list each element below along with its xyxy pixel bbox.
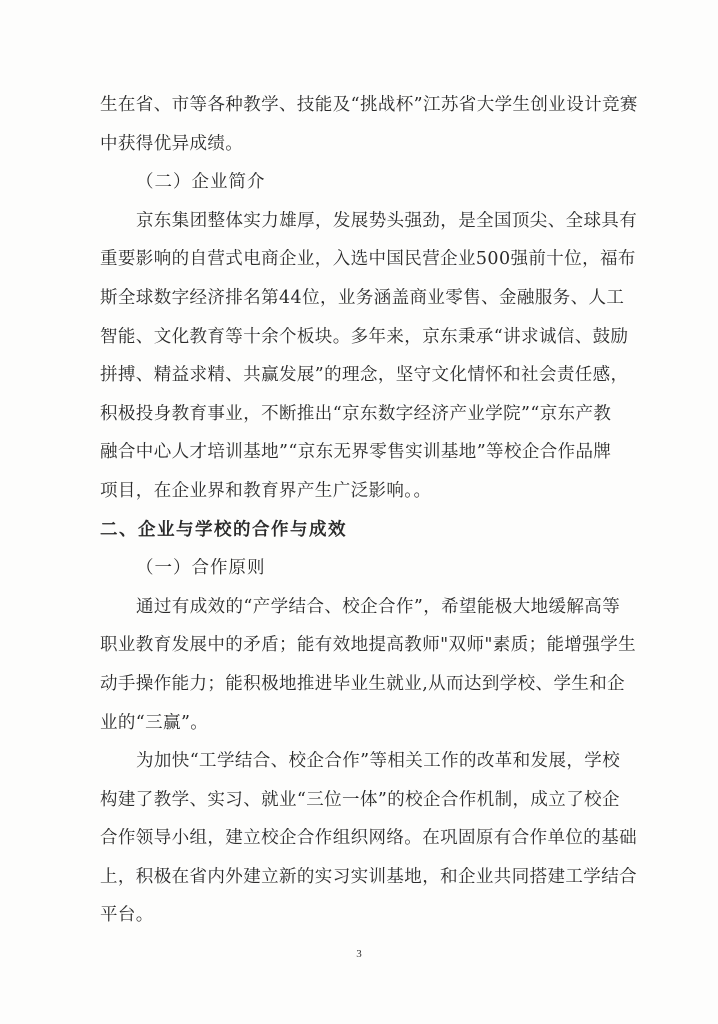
body-line: 生在省、市等各种教学、技能及“挑战杯”江苏省大学生创业设计竞赛 [100,95,638,115]
body-line: 项目，在企业界和教育界产生广泛影响。。 [100,480,432,501]
body-line: 上，积极在省内外建立新的实习实训基地，和企业共同搭建工学结合 [100,866,637,887]
body-line: 通过有成效的“产学结合、校企合作”，希望能极大地缓解高等 [136,596,621,617]
body-line: 合作领导小组，建立校企合作组织网络。在巩固原有合作单位的基础 [100,828,637,849]
body-line: 拼搏、精益求精、共赢发展”的理念，坚守文化情怀和社会责任感， [100,365,629,386]
section-heading-cooperation: 二、企业与学校的合作与成效 [100,519,347,540]
body-line: 构建了教学、实习、就业“三位一体”的校企合作机制，成立了校企 [100,789,620,810]
page-number: 3 [356,948,362,960]
body-line: 重要影响的自营式电商企业，入选中国民营企业500强前十位，福布 [100,249,636,270]
body-line: 中获得优异成绩。 [100,133,244,154]
section-subheading-principles: （一）合作原则 [136,558,266,579]
body-line: 平台。 [100,905,154,926]
body-line: 斯全球数字经济排名第44位，业务涵盖商业零售、金融服务、人工 [100,287,625,308]
document-body [100,86,638,935]
body-line: 融合中心人才培训基地”“京东无界零售实训基地”等校企合作品牌 [100,442,612,463]
body-line: 智能、文化教育等十余个板块。多年来，京东秉承“讲求诚信、鼓励 [100,326,629,347]
body-line: 职业教育发展中的矛盾；能有效地提高教师"双师"素质；能增强学生 [100,635,636,656]
body-line: 业的“三赢”。 [100,712,209,733]
section-subheading-company-intro: （二）企业简介 [136,172,266,193]
body-line: 动手操作能力；能积极地推进毕业生就业,从而达到学校、学生和企 [100,673,626,694]
body-line: 京东集团整体实力雄厚，发展势头强劲，是全国顶尖、全球具有 [136,210,638,231]
body-line: 为加快“工学结合、校企合作”等相关工作的改革和发展，学校 [136,751,621,772]
body-line: 积极投身教育事业，不断推出“京东数字经济产业学院”“京东产教 [100,403,612,424]
